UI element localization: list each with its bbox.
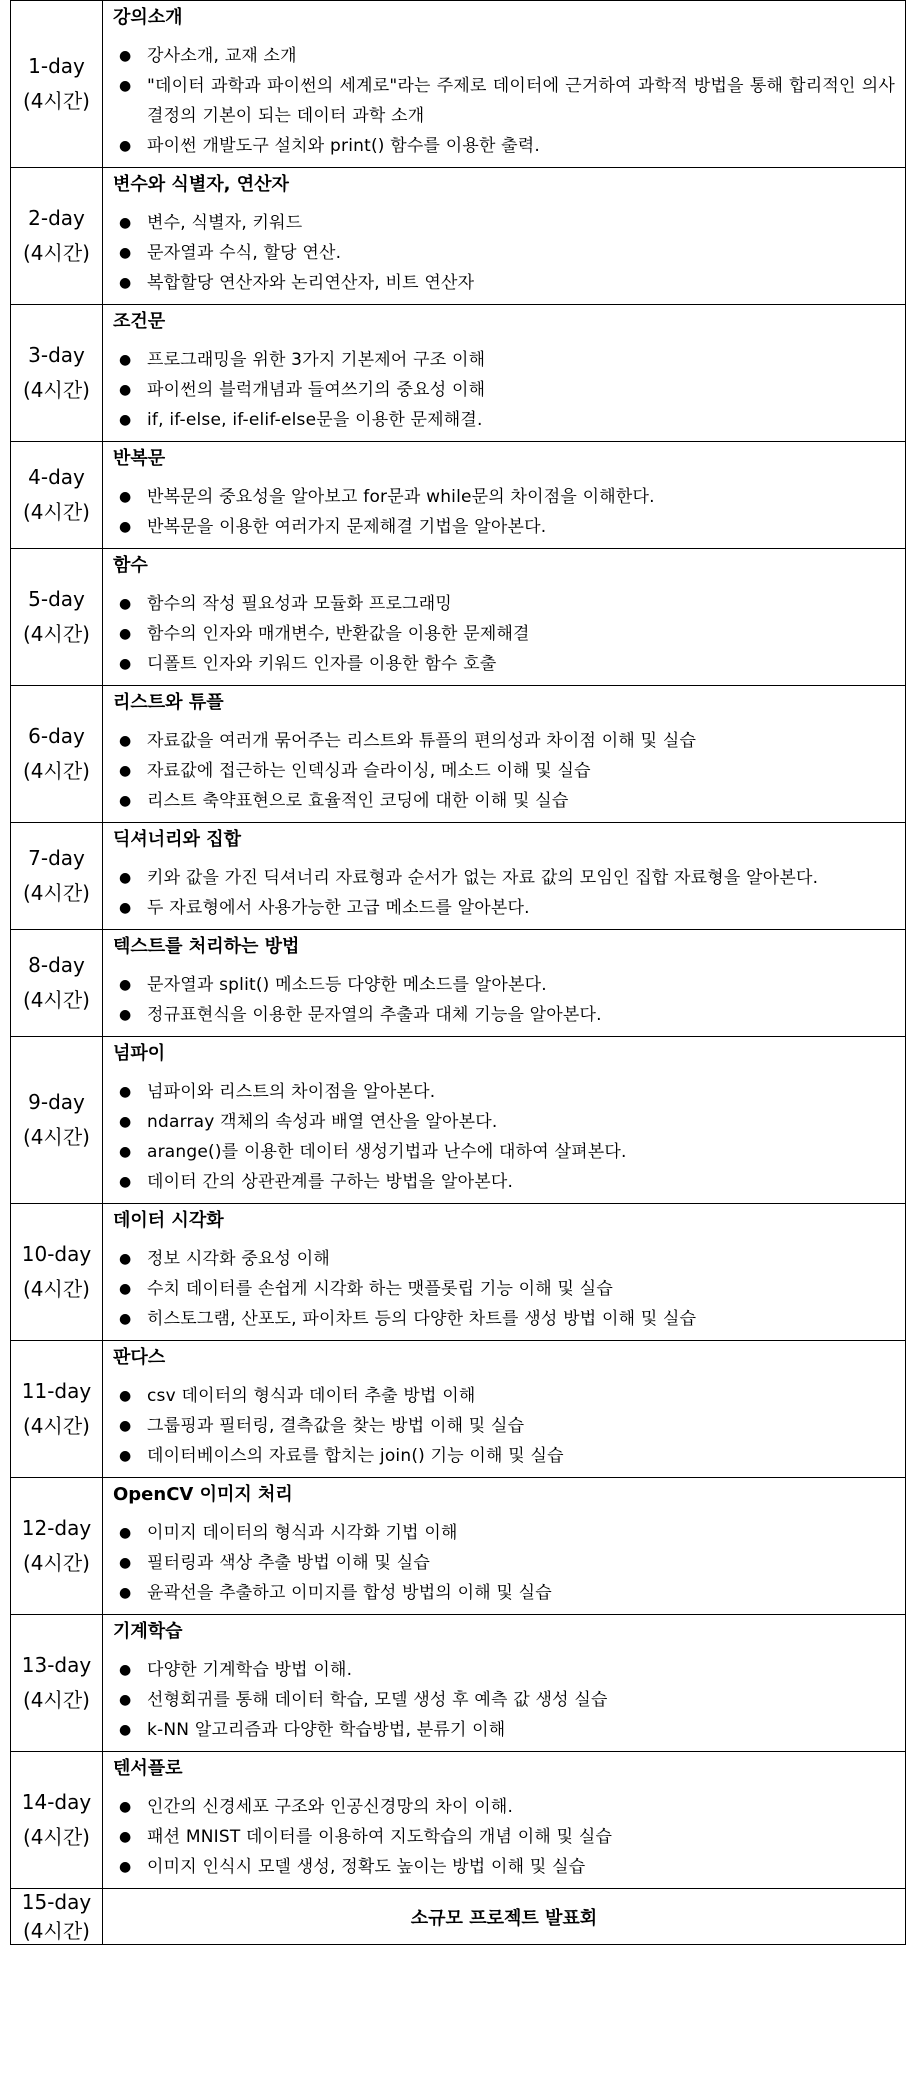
bullet-icon: ●	[119, 733, 132, 749]
content-cell	[103, 442, 906, 549]
list-item-text: 패션 MNIST 데이터를 이용하여 지도학습의 개념 이해 및 실습	[147, 1827, 613, 1847]
syllabus-row	[11, 823, 906, 930]
bullet-icon: ●	[119, 1174, 132, 1190]
day-label: 11-day	[21, 1379, 92, 1403]
list-item-text: 넘파이와 리스트의 차이점을 알아본다.	[147, 1082, 436, 1102]
bullet-icon: ●	[119, 1448, 132, 1464]
bullet-icon: ●	[119, 352, 132, 368]
day-label: 8-day	[28, 953, 85, 977]
content-cell	[103, 930, 906, 1037]
content-cell	[103, 549, 906, 686]
list-item-text: 데이터베이스의 자료를 합치는 join() 기능 이해 및 실습	[147, 1446, 564, 1466]
list-item-text: 문자열과 수식, 할당 연산.	[147, 243, 342, 263]
list-item-text: 함수의 작성 필요성과 모듈화 프로그래밍	[147, 594, 452, 614]
list-item	[119, 41, 895, 71]
list-item	[119, 1852, 895, 1882]
topic-title: 딕셔너리와 집합	[113, 829, 241, 850]
bullet-icon: ●	[119, 1144, 132, 1160]
bullet-icon: ●	[119, 1555, 132, 1571]
bullet-icon: ●	[119, 1799, 132, 1815]
list-item-text: 인간의 신경세포 구조와 인공신경망의 차이 이해.	[147, 1797, 514, 1817]
content-cell	[103, 823, 906, 930]
list-item	[119, 1244, 895, 1274]
list-item	[119, 619, 895, 649]
list-item-text: if, if-else, if-elif-else문을 이용한 문제해결.	[147, 410, 483, 430]
hours-label: (4시간)	[23, 1918, 90, 1943]
syllabus-row	[11, 305, 906, 442]
syllabus-row	[11, 1752, 906, 1889]
bullet-icon: ●	[119, 1084, 132, 1100]
list-item-text: arange()를 이용한 데이터 생성기법과 난수에 대하여 살펴본다.	[147, 1142, 627, 1162]
topic-items	[113, 1655, 895, 1745]
list-item-text: 데이터 간의 상관관계를 구하는 방법을 알아본다.	[147, 1172, 514, 1192]
bullet-icon: ●	[119, 1114, 132, 1130]
list-item-text: 이미지 데이터의 형식과 시각화 기법 이해	[147, 1523, 458, 1543]
hours-label: (4시간)	[23, 1825, 90, 1849]
bullet-icon: ●	[119, 1692, 132, 1708]
bullet-icon: ●	[119, 1388, 132, 1404]
list-item	[119, 863, 895, 893]
day-label: 4-day	[28, 465, 85, 489]
bullet-icon: ●	[119, 275, 132, 291]
list-item-text: 반복문의 중요성을 알아보고 for문과 while문의 차이점을 이해한다.	[147, 487, 655, 507]
list-item	[119, 1792, 895, 1822]
list-item	[119, 208, 895, 238]
list-item	[119, 970, 895, 1000]
bullet-icon: ●	[119, 1525, 132, 1541]
bullet-icon: ●	[119, 1007, 132, 1023]
hours-label: (4시간)	[23, 378, 90, 402]
day-label: 3-day	[28, 343, 85, 367]
list-item	[119, 756, 895, 786]
topic-items	[113, 863, 895, 923]
list-item	[119, 268, 895, 298]
list-item-text: 윤곽선을 추출하고 이미지를 합성 방법의 이해 및 실습	[147, 1583, 552, 1603]
hours-label: (4시간)	[23, 1277, 90, 1301]
syllabus-row	[11, 168, 906, 305]
topic-title: 텍스트를 처리하는 방법	[113, 936, 300, 957]
bullet-icon: ●	[119, 1418, 132, 1434]
day-label: 15-day	[21, 1889, 92, 1914]
day-cell	[11, 1752, 103, 1889]
list-item-text: 디폴트 인자와 키워드 인자를 이용한 함수 호출	[147, 654, 497, 674]
bullet-icon: ●	[119, 793, 132, 809]
topic-items	[113, 589, 895, 679]
bullet-icon: ●	[119, 245, 132, 261]
hours-label: (4시간)	[23, 1125, 90, 1149]
list-item	[119, 1411, 895, 1441]
day-label: 13-day	[21, 1653, 92, 1677]
list-item-text: "데이터 과학과 파이썬의 세계로"라는 주제로 데이터에 근거하여 과학적 방법을 통해 합리적인 의사결정의 기본이 되는 데이터 과학 소개	[147, 76, 895, 126]
syllabus-row	[11, 686, 906, 823]
hours-label: (4시간)	[23, 1414, 90, 1438]
list-item-text: 리스트 축약표현으로 효율적인 코딩에 대한 이해 및 실습	[147, 791, 569, 811]
list-item	[119, 375, 895, 405]
bullet-icon: ●	[119, 1251, 132, 1267]
day-cell	[11, 1037, 103, 1204]
topic-items	[113, 1244, 895, 1334]
bullet-icon: ●	[119, 1662, 132, 1678]
content-cell	[103, 686, 906, 823]
bullet-icon: ●	[119, 656, 132, 672]
day-label: 12-day	[21, 1516, 92, 1540]
list-item	[119, 893, 895, 923]
list-item	[119, 405, 895, 435]
syllabus-row	[11, 549, 906, 686]
syllabus-row	[11, 1, 906, 168]
list-item	[119, 1077, 895, 1107]
syllabus-row	[11, 1615, 906, 1752]
topic-title: 데이터 시각화	[113, 1210, 224, 1231]
day-label: 2-day	[28, 206, 85, 230]
list-item-text: 히스토그램, 산포도, 파이차트 등의 다양한 차트를 생성 방법 이해 및 실습	[147, 1309, 697, 1329]
topic-items	[113, 726, 895, 816]
day-label: 7-day	[28, 846, 85, 870]
list-item-text: 두 자료형에서 사용가능한 고급 메소드를 알아본다.	[147, 898, 530, 918]
day-cell	[11, 930, 103, 1037]
hours-label: (4시간)	[23, 89, 90, 113]
list-item	[119, 1000, 895, 1030]
content-cell	[103, 1204, 906, 1341]
list-item-text: 문자열과 split() 메소드등 다양한 메소드를 알아본다.	[147, 975, 547, 995]
list-item	[119, 1167, 895, 1197]
hours-label: (4시간)	[23, 622, 90, 646]
list-item	[119, 649, 895, 679]
bullet-icon: ●	[119, 1311, 132, 1327]
list-item-text: csv 데이터의 형식과 데이터 추출 방법 이해	[147, 1386, 476, 1406]
bullet-icon: ●	[119, 870, 132, 886]
list-item-text: k-NN 알고리즘과 다양한 학습방법, 분류기 이해	[147, 1720, 506, 1740]
topic-title: 텐서플로	[113, 1758, 183, 1779]
topic-items	[113, 41, 895, 161]
hours-label: (4시간)	[23, 1688, 90, 1712]
topic-title: 강의소개	[113, 7, 183, 28]
bullet-icon: ●	[119, 489, 132, 505]
list-item	[119, 1578, 895, 1608]
list-item-text: 키와 값을 가진 딕셔너리 자료형과 순서가 없는 자료 값의 모임인 집합 자료형을 알아본다.	[147, 868, 819, 888]
list-item-text: 필터링과 색상 추출 방법 이해 및 실습	[147, 1553, 430, 1573]
bullet-icon: ●	[119, 412, 132, 428]
list-item	[119, 1381, 895, 1411]
bullet-icon: ●	[119, 215, 132, 231]
bullet-icon: ●	[119, 763, 132, 779]
list-item	[119, 726, 895, 756]
list-item-text: 자료값에 접근하는 인덱싱과 슬라이싱, 메소드 이해 및 실습	[147, 761, 591, 781]
list-item-text: 수치 데이터를 손쉽게 시각화 하는 맷플롯립 기능 이해 및 실습	[147, 1279, 613, 1299]
list-item	[119, 1822, 895, 1852]
topic-title: 기계학습	[113, 1621, 183, 1642]
day-cell	[11, 1204, 103, 1341]
list-item	[119, 786, 895, 816]
syllabus-table	[10, 0, 906, 1945]
hours-label: (4시간)	[23, 241, 90, 265]
list-item	[119, 1548, 895, 1578]
list-item-text: 다양한 기계학습 방법 이해.	[147, 1660, 353, 1680]
bullet-icon: ●	[119, 1281, 132, 1297]
hours-label: (4시간)	[23, 1551, 90, 1575]
content-cell	[103, 1615, 906, 1752]
topic-title: 함수	[113, 555, 148, 576]
content-cell	[103, 1, 906, 168]
list-item	[119, 1715, 895, 1745]
day-cell	[11, 1889, 103, 1945]
topic-items	[113, 1077, 895, 1197]
topic-title: OpenCV 이미지 처리	[113, 1484, 293, 1505]
topic-items	[113, 482, 895, 542]
list-item-text: 이미지 인식시 모델 생성, 정확도 높이는 방법 이해 및 실습	[147, 1857, 586, 1877]
day-cell	[11, 442, 103, 549]
hours-label: (4시간)	[23, 759, 90, 783]
content-cell	[103, 1341, 906, 1478]
day-label: 6-day	[28, 724, 85, 748]
bullet-icon: ●	[119, 1722, 132, 1738]
bullet-icon: ●	[119, 977, 132, 993]
list-item-text: 강사소개, 교재 소개	[147, 46, 297, 66]
day-label: 10-day	[21, 1242, 92, 1266]
list-item	[119, 71, 895, 131]
hours-label: (4시간)	[23, 988, 90, 1012]
list-item	[119, 1304, 895, 1334]
content-cell	[103, 305, 906, 442]
list-item	[119, 512, 895, 542]
bullet-icon: ●	[119, 138, 132, 154]
bullet-icon: ●	[119, 519, 132, 535]
topic-items	[113, 208, 895, 298]
list-item-text: 선형회귀를 통해 데이터 학습, 모델 생성 후 예측 값 생성 실습	[147, 1690, 608, 1710]
list-item	[119, 1655, 895, 1685]
topic-items	[113, 1381, 895, 1471]
bullet-icon: ●	[119, 626, 132, 642]
syllabus-body	[11, 1, 906, 1945]
topic-items	[113, 1518, 895, 1608]
list-item-text: 변수, 식별자, 키워드	[147, 213, 303, 233]
list-item-text: 파이썬 개발도구 설치와 print() 함수를 이용한 출력.	[147, 136, 541, 156]
day-cell	[11, 1341, 103, 1478]
list-item	[119, 131, 895, 161]
syllabus-row	[11, 442, 906, 549]
final-row	[11, 1889, 906, 1945]
bullet-icon: ●	[119, 48, 132, 64]
day-cell	[11, 1, 103, 168]
day-cell	[11, 168, 103, 305]
bullet-icon: ●	[119, 1585, 132, 1601]
bullet-icon: ●	[119, 900, 132, 916]
list-item	[119, 1107, 895, 1137]
final-topic-cell	[103, 1889, 906, 1945]
bullet-icon: ●	[119, 596, 132, 612]
day-label: 14-day	[21, 1790, 92, 1814]
bullet-icon: ●	[119, 78, 132, 94]
bullet-icon: ●	[119, 382, 132, 398]
topic-items	[113, 1792, 895, 1882]
topic-items	[113, 345, 895, 435]
hours-label: (4시간)	[23, 500, 90, 524]
list-item	[119, 1274, 895, 1304]
hours-label: (4시간)	[23, 881, 90, 905]
day-cell	[11, 549, 103, 686]
day-cell	[11, 1615, 103, 1752]
topic-items	[113, 970, 895, 1030]
topic-title: 판다스	[113, 1347, 166, 1368]
list-item	[119, 589, 895, 619]
syllabus-row	[11, 1341, 906, 1478]
list-item-text: 복합할당 연산자와 논리연산자, 비트 연산자	[147, 273, 475, 293]
list-item-text: 정보 시각화 중요성 이해	[147, 1249, 331, 1269]
syllabus-row	[11, 1204, 906, 1341]
list-item-text: 정규표현식을 이용한 문자열의 추출과 대체 기능을 알아본다.	[147, 1005, 602, 1025]
day-cell	[11, 686, 103, 823]
list-item	[119, 345, 895, 375]
content-cell	[103, 1037, 906, 1204]
list-item	[119, 1137, 895, 1167]
content-cell	[103, 1478, 906, 1615]
topic-title: 조건문	[113, 311, 166, 332]
topic-title: 넘파이	[113, 1043, 166, 1064]
day-cell	[11, 1478, 103, 1615]
list-item-text: 그룹핑과 필터링, 결측값을 찾는 방법 이해 및 실습	[147, 1416, 525, 1436]
list-item-text: ndarray 객체의 속성과 배열 연산을 알아본다.	[147, 1112, 498, 1132]
list-item-text: 함수의 인자와 매개변수, 반환값을 이용한 문제해결	[147, 624, 530, 644]
day-label: 5-day	[28, 587, 85, 611]
syllabus-row	[11, 1037, 906, 1204]
bullet-icon: ●	[119, 1859, 132, 1875]
list-item	[119, 1518, 895, 1548]
topic-title: 변수와 식별자, 연산자	[113, 174, 289, 195]
list-item-text: 반복문을 이용한 여러가지 문제해결 기법을 알아본다.	[147, 517, 547, 537]
list-item	[119, 482, 895, 512]
content-cell	[103, 168, 906, 305]
day-cell	[11, 823, 103, 930]
list-item	[119, 238, 895, 268]
topic-title: 반복문	[113, 448, 166, 469]
list-item-text: 파이썬의 블럭개념과 들여쓰기의 중요성 이해	[147, 380, 486, 400]
syllabus-row	[11, 930, 906, 1037]
list-item-text: 프로그래밍을 위한 3가지 기본제어 구조 이해	[147, 350, 486, 370]
bullet-icon: ●	[119, 1829, 132, 1845]
list-item	[119, 1685, 895, 1715]
topic-title: 리스트와 튜플	[113, 692, 224, 713]
day-cell	[11, 305, 103, 442]
content-cell	[103, 1752, 906, 1889]
list-item-text: 자료값을 여러개 묶어주는 리스트와 튜플의 편의성과 차이점 이해 및 실습	[147, 731, 697, 751]
day-label: 1-day	[28, 54, 85, 78]
list-item	[119, 1441, 895, 1471]
final-topic: 소규모 프로젝트 발표회	[410, 1907, 598, 1929]
day-label: 9-day	[28, 1090, 85, 1114]
syllabus-row	[11, 1478, 906, 1615]
